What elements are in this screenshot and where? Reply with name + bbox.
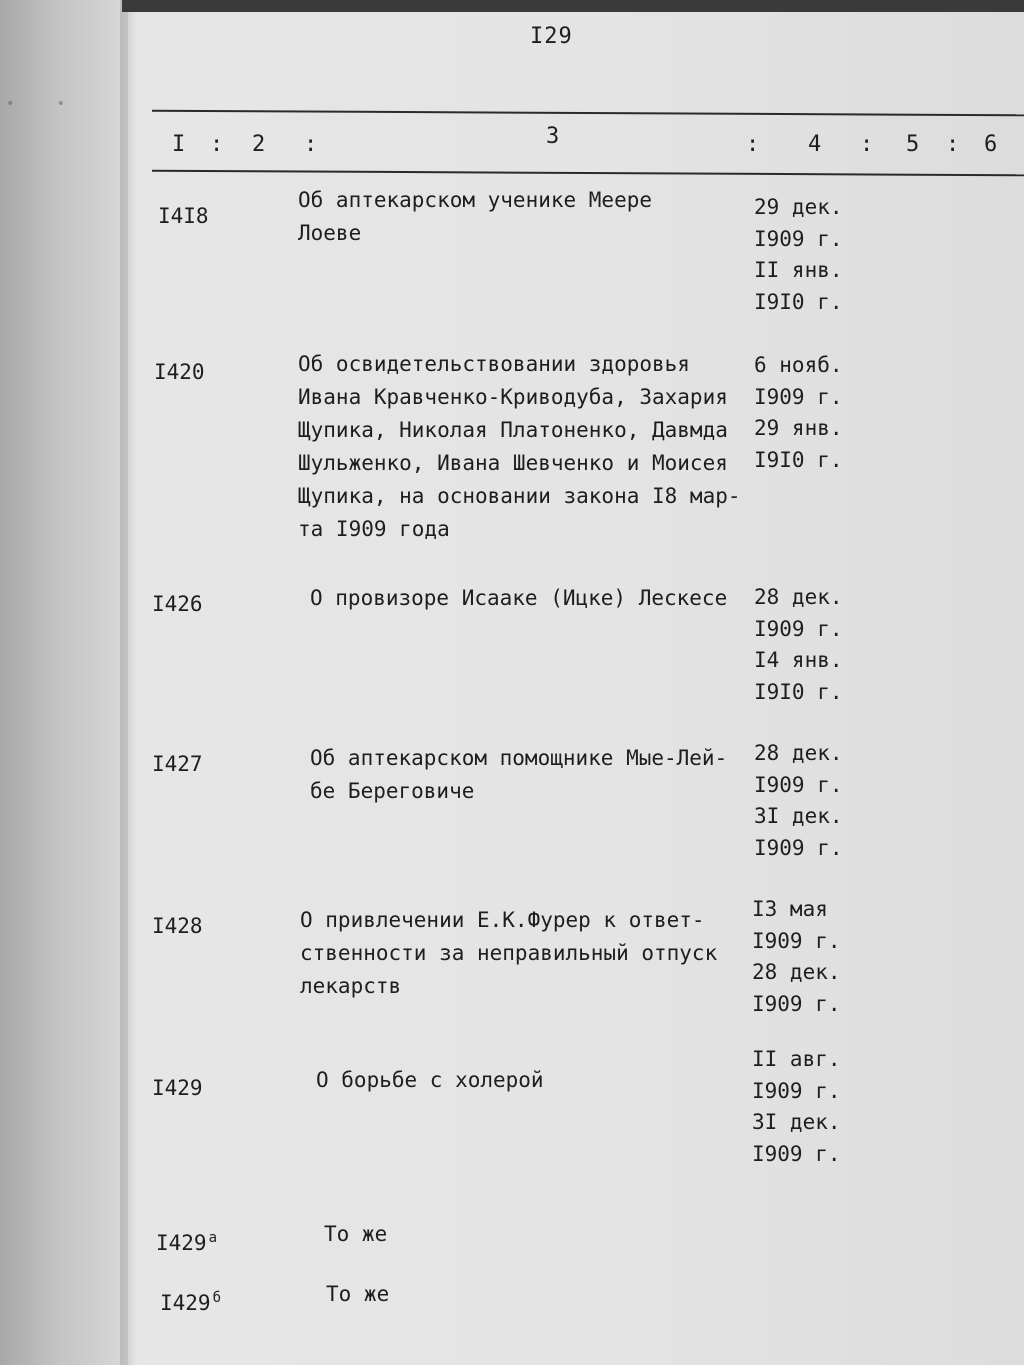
entry-number: I428 bbox=[152, 914, 203, 938]
column-header-6: 6 bbox=[984, 132, 998, 157]
entry-dates: I3 мая I909 г. 28 дек. I909 г. bbox=[752, 897, 841, 1016]
entry-number-main: I429 bbox=[160, 1291, 211, 1315]
entry-title: Об аптекарском ученике Меере Лоеве bbox=[298, 188, 653, 245]
top-shadow-strip bbox=[122, 0, 1024, 12]
entry-number: I427 bbox=[152, 752, 203, 776]
entry-number: I426 bbox=[152, 592, 203, 616]
margin-mark: • • bbox=[6, 96, 66, 112]
column-header-1: I bbox=[172, 132, 186, 157]
column-header-4: 4 bbox=[808, 132, 822, 157]
entry-number-main: I429 bbox=[156, 1231, 207, 1255]
entry-title: То же bbox=[324, 1222, 388, 1246]
entry-number-superscript: а bbox=[208, 1230, 218, 1246]
page-number: I29 bbox=[530, 24, 573, 49]
entry-title: О привлечении Е.К.Фурер к ответ- ственности за неправильный отпуск лекарств bbox=[300, 908, 718, 998]
entry-number-superscript: б bbox=[212, 1290, 222, 1306]
header-top-rule bbox=[152, 110, 1024, 117]
column-separator: : bbox=[746, 132, 760, 157]
entry-title: О провизоре Исааке (Ицке) Лескесе bbox=[310, 586, 728, 610]
entry-dates: 6 нояб. I909 г. 29 янв. I9I0 г. bbox=[754, 353, 843, 472]
entry-dates: II авг. I909 г. 3I дек. I909 г. bbox=[752, 1047, 841, 1166]
entry-number: I429 bbox=[152, 1076, 203, 1100]
entry-title: То же bbox=[326, 1282, 390, 1306]
entry-title: Об освидетельствовании здоровья Ивана Кравченко-Криводуба, Захария Щупика, Николая Платоненко, Давмда Шульженко, Ивана Шевченко и Моисея Щупика, на основании закона I8 мар- та I909 года bbox=[298, 352, 741, 541]
binding-shadow bbox=[120, 0, 136, 1365]
column-header-3: 3 bbox=[546, 124, 560, 149]
entry-number bbox=[156, 1230, 217, 1255]
column-header-5: 5 bbox=[906, 132, 920, 157]
entry-number: I4I8 bbox=[158, 204, 209, 228]
entry-title: О борьбе с холерой bbox=[316, 1068, 544, 1092]
entry-dates: 28 дек. I909 г. 3I дек. I909 г. bbox=[754, 741, 843, 860]
entry-number bbox=[160, 1290, 221, 1315]
column-header-2: 2 bbox=[252, 132, 266, 157]
column-separator: : bbox=[304, 132, 318, 157]
binding-edge bbox=[0, 0, 128, 1365]
entry-dates: 29 дек. I909 г. II янв. I9I0 г. bbox=[754, 195, 843, 314]
header-bottom-rule bbox=[152, 170, 1024, 177]
entry-dates: 28 дек. I909 г. I4 янв. I9I0 г. bbox=[754, 585, 843, 704]
entry-title: Об аптекарском помощнике Мые-Лей- бе Береговиче bbox=[310, 746, 728, 803]
column-separator: : bbox=[860, 132, 874, 157]
column-separator: : bbox=[210, 132, 224, 157]
column-separator: : bbox=[946, 132, 960, 157]
entry-number: I420 bbox=[154, 360, 205, 384]
